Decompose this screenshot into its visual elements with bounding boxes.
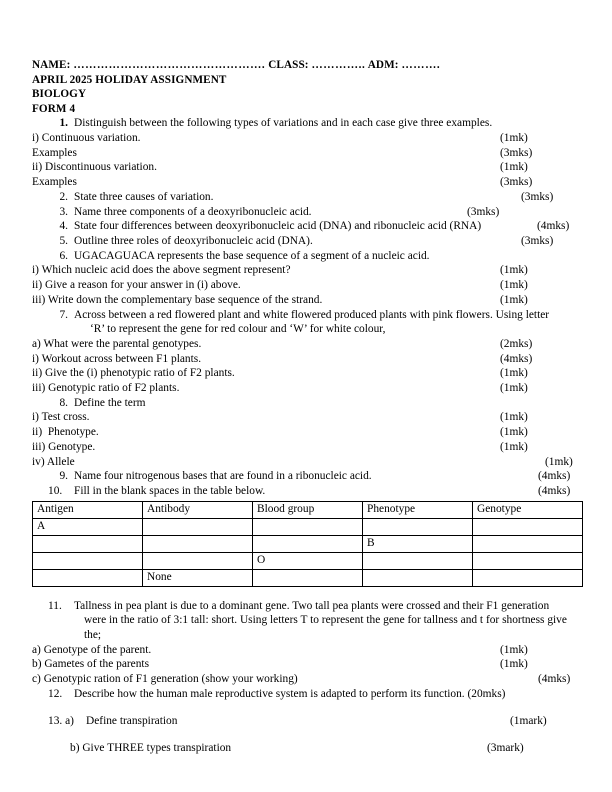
blood-group-table bbox=[32, 501, 583, 587]
question-text: b) Give THREE types transpiration bbox=[70, 741, 232, 754]
question-item bbox=[32, 190, 583, 205]
marks-allocation: (4mks) bbox=[500, 352, 533, 365]
marks-allocation: (4mks) bbox=[538, 484, 571, 497]
question-item bbox=[32, 337, 583, 352]
table-cell[interactable]: None bbox=[143, 569, 253, 586]
question-text: ii) Give a reason for your answer in (i) above. bbox=[32, 279, 241, 292]
assignment-title: APRIL 2025 HOLIDAY ASSIGNMENT bbox=[32, 73, 227, 86]
question-text: c) Genotypic ration of F1 generation (show your working) bbox=[32, 673, 298, 686]
table-cell[interactable] bbox=[363, 569, 473, 586]
question-number: 11. bbox=[48, 599, 62, 612]
table-cell[interactable] bbox=[33, 535, 143, 552]
question-text: ii) Give the (i) phenotypic ratio of F2 plants. bbox=[32, 367, 235, 380]
question-item bbox=[32, 425, 583, 440]
table-cell[interactable] bbox=[33, 569, 143, 586]
table-cell[interactable] bbox=[143, 552, 253, 569]
question-text: i) Workout across between F1 plants. bbox=[32, 352, 202, 365]
table-cell[interactable]: B bbox=[363, 535, 473, 552]
name-label: NAME: bbox=[32, 59, 71, 71]
table-row bbox=[33, 535, 583, 552]
question-number: 3. bbox=[59, 205, 68, 218]
question-item bbox=[32, 205, 583, 220]
question-item bbox=[32, 738, 583, 759]
question-text: Define the term bbox=[74, 396, 146, 409]
table-cell[interactable] bbox=[253, 569, 363, 586]
form-level: FORM 4 bbox=[32, 102, 76, 115]
marks-allocation: (1mark) bbox=[510, 714, 547, 727]
question-number: 13. a) bbox=[48, 714, 74, 727]
question-number: 6. bbox=[59, 249, 68, 262]
name-blank[interactable]: …………………………………………. bbox=[73, 59, 266, 71]
table-cell[interactable] bbox=[363, 552, 473, 569]
question-text: Examples bbox=[32, 176, 77, 189]
table-cell[interactable] bbox=[363, 518, 473, 535]
marks-allocation: (1mk) bbox=[500, 264, 528, 277]
question-item bbox=[32, 396, 583, 411]
marks-allocation: (3mks) bbox=[500, 146, 533, 159]
question-text: b) Gametes of the parents bbox=[32, 658, 150, 671]
marks-allocation: (1mk) bbox=[500, 643, 528, 656]
question-text: Name three components of a deoxyribonucleic acid. bbox=[74, 205, 312, 218]
question-item bbox=[32, 146, 583, 161]
question-item bbox=[32, 308, 583, 337]
question-text: Describe how the human male reproductive system is adapted to perform its function. (20mks) bbox=[74, 687, 506, 700]
question-text: a) What were the parental genotypes. bbox=[32, 337, 202, 350]
question-text: iii) Genotypic ratio of F2 plants. bbox=[32, 382, 180, 395]
question-text: ii) Discontinuous variation. bbox=[32, 161, 157, 174]
question-item bbox=[32, 249, 583, 264]
question-text: Outline three roles of deoxyribonucleic acid (DNA). bbox=[74, 235, 313, 247]
marks-allocation: (2mks) bbox=[500, 337, 533, 350]
question-text: Examples bbox=[32, 146, 77, 159]
spacer bbox=[32, 587, 583, 599]
table-cell[interactable] bbox=[143, 518, 253, 535]
column-header: Blood group bbox=[253, 501, 363, 518]
table-cell[interactable]: A bbox=[33, 518, 143, 535]
question-text: Distinguish between the following types of variations and in each case give three examples. bbox=[74, 117, 493, 130]
question-item bbox=[32, 657, 583, 672]
table-header-row bbox=[33, 501, 583, 518]
marks-allocation: (4mks) bbox=[538, 673, 571, 686]
question-item bbox=[32, 131, 583, 146]
class-label: CLASS: bbox=[268, 59, 309, 71]
question-text-continued: the; bbox=[84, 629, 102, 642]
table-cell[interactable] bbox=[143, 535, 253, 552]
question-text: i) Test cross. bbox=[32, 411, 90, 424]
question-text: i) Continuous variation. bbox=[32, 132, 141, 145]
table-cell[interactable] bbox=[253, 518, 363, 535]
question-text-continued: were in the ratio of 3:1 tall: short. Using letters T to represent the gene for tallness and t for shortness give bbox=[84, 614, 567, 627]
question-item bbox=[32, 293, 583, 308]
question-number: 12. bbox=[48, 687, 63, 700]
question-item bbox=[32, 711, 583, 732]
question-number: 9. bbox=[59, 470, 68, 483]
table-row bbox=[33, 552, 583, 569]
question-text: Name four nitrogenous bases that are found in a ribonucleic acid. bbox=[74, 470, 372, 483]
question-text: Define transpiration bbox=[86, 714, 178, 727]
table-cell[interactable] bbox=[33, 552, 143, 569]
question-text: Across between a red flowered plant and white flowered produced plants with pink flowers. Using letter bbox=[74, 308, 550, 321]
adm-label: ADM: bbox=[367, 59, 399, 71]
question-text: State three causes of variation. bbox=[74, 190, 214, 203]
marks-allocation: (1mk) bbox=[545, 455, 573, 468]
question-item bbox=[32, 643, 583, 658]
question-number: 10. bbox=[48, 484, 63, 497]
question-text: State four differences between deoxyribonucleic acid (DNA) and ribonucleic acid (RNA) bbox=[74, 220, 482, 233]
table-cell[interactable] bbox=[253, 535, 363, 552]
question-item bbox=[32, 352, 583, 367]
spacer bbox=[32, 702, 583, 711]
marks-allocation: (1mk) bbox=[500, 426, 528, 439]
question-item bbox=[32, 234, 583, 249]
question-text: UGACAGUACA represents the base sequence of a segment of a nucleic acid. bbox=[74, 249, 430, 262]
marks-allocation: (4mks) bbox=[537, 220, 570, 233]
question-item bbox=[32, 278, 583, 293]
marks-allocation: (3mark) bbox=[487, 741, 524, 754]
question-item bbox=[32, 599, 583, 643]
table-row bbox=[33, 569, 583, 586]
question-item bbox=[32, 116, 583, 131]
question-item bbox=[32, 469, 583, 484]
table-cell[interactable]: O bbox=[253, 552, 363, 569]
question-text: Tallness in pea plant is due to a dominant gene. Two tall pea plants were crossed and their F1 generation bbox=[74, 599, 550, 612]
question-number: 7. bbox=[59, 308, 68, 321]
question-item bbox=[32, 410, 583, 425]
question-text-continued: ‘R’ to represent the gene for red colour and ‘W’ for white colour, bbox=[90, 323, 386, 336]
question-text: a) Genotype of the parent. bbox=[32, 643, 152, 656]
marks-allocation: (1mk) bbox=[500, 279, 528, 292]
adm-blank[interactable]: ………. bbox=[401, 59, 441, 71]
question-number: 5. bbox=[59, 235, 68, 247]
marks-allocation: (3mks) bbox=[500, 176, 533, 189]
marks-allocation: (3mks) bbox=[521, 190, 554, 203]
column-header: Genotype bbox=[473, 501, 583, 518]
question-number: 2. bbox=[59, 190, 68, 203]
marks-allocation: (4mks) bbox=[538, 470, 571, 483]
marks-allocation: (3mks) bbox=[467, 205, 500, 218]
question-item bbox=[32, 366, 583, 381]
question-item bbox=[32, 175, 583, 190]
question-number: 1. bbox=[59, 117, 68, 130]
question-item bbox=[32, 672, 583, 687]
table-row bbox=[33, 518, 583, 535]
question-text: ii) Phenotype. bbox=[32, 426, 99, 439]
marks-allocation: (1mk) bbox=[500, 367, 528, 380]
student-info-line bbox=[32, 58, 583, 73]
table-cell[interactable] bbox=[473, 518, 583, 535]
marks-allocation: (1mk) bbox=[500, 440, 528, 453]
question-text: iv) Allele bbox=[32, 455, 75, 468]
question-item bbox=[32, 160, 583, 175]
question-text: i) Which nucleic acid does the above segment represent? bbox=[32, 264, 291, 277]
question-text: iii) Genotype. bbox=[32, 440, 96, 453]
table-cell[interactable] bbox=[473, 535, 583, 552]
question-text: Fill in the blank spaces in the table below. bbox=[74, 484, 266, 497]
question-item bbox=[32, 455, 583, 470]
marks-allocation: (1mk) bbox=[500, 411, 528, 424]
question-item bbox=[32, 687, 583, 702]
question-item bbox=[32, 263, 583, 278]
table-cell[interactable] bbox=[473, 552, 583, 569]
subject-title: BIOLOGY bbox=[32, 88, 87, 101]
question-item bbox=[32, 219, 583, 234]
question-number: 8. bbox=[59, 396, 68, 409]
question-number: 4. bbox=[59, 220, 68, 233]
question-item bbox=[32, 484, 583, 499]
marks-allocation: (1mk) bbox=[500, 293, 528, 306]
column-header: Antigen bbox=[33, 501, 143, 518]
question-item bbox=[32, 381, 583, 396]
marks-allocation: (1mk) bbox=[500, 658, 528, 671]
marks-allocation: (1mk) bbox=[500, 132, 528, 145]
column-header: Phenotype bbox=[363, 501, 473, 518]
marks-allocation: (1mk) bbox=[500, 161, 528, 174]
marks-allocation: (3mks) bbox=[521, 235, 554, 247]
question-text: iii) Write down the complementary base sequence of the strand. bbox=[32, 293, 323, 306]
column-header: Antibody bbox=[143, 501, 253, 518]
class-blank[interactable]: ………….. bbox=[311, 59, 366, 71]
marks-allocation: (1mk) bbox=[500, 382, 528, 395]
table-cell[interactable] bbox=[473, 569, 583, 586]
question-item bbox=[32, 440, 583, 455]
